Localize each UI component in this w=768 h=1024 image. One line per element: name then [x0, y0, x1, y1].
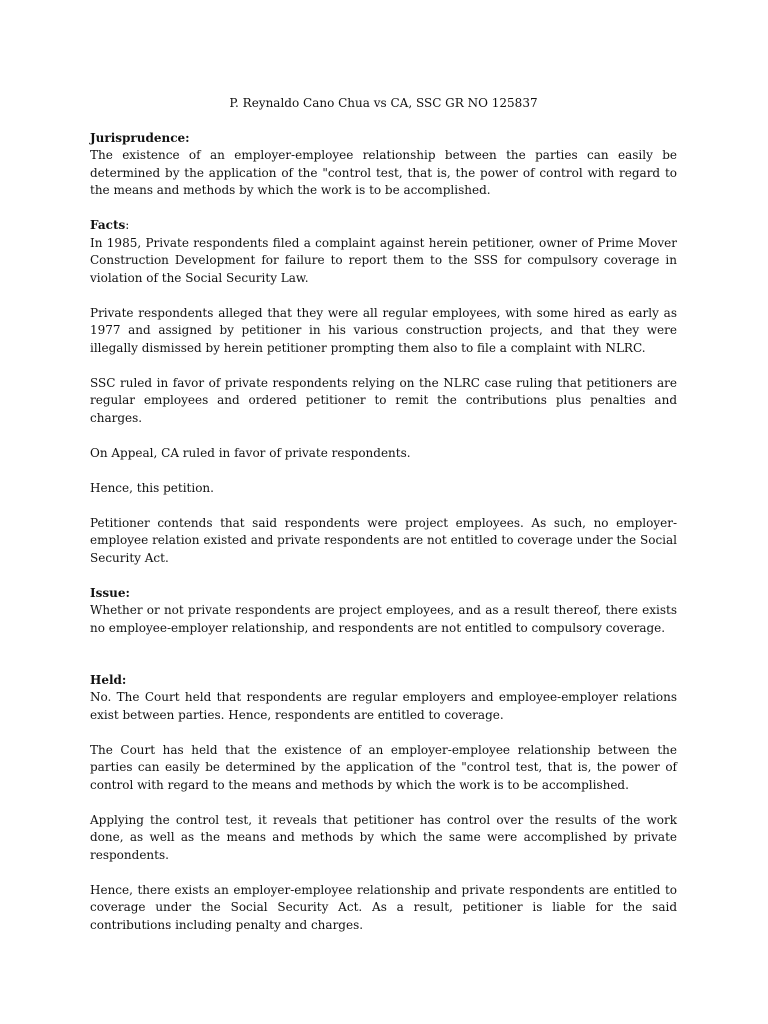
facts-heading-colon: :: [125, 218, 130, 232]
facts-paragraph: Hence, this petition.: [90, 480, 214, 495]
held-paragraph: Hence, there exists an employer-employee relationship and private respondents are entitled to coverage under the Social Security Act. As a result, petitioner is liable for the said contributions including penalty and charges.: [90, 882, 677, 932]
jurisprudence-text: The existence of an employer-employee relationship between the parties can easily be determined by the application of the "control test, that is, the power of control with regard to the means and methods by which the work is to be accomplished.: [90, 148, 677, 197]
held-paragraph: No. The Court held that respondents are regular employers and employee-employer relations exist between parties. Hence, respondents are entitled to coverage.: [90, 690, 677, 722]
facts-heading-label: Facts: [90, 218, 126, 232]
held-section: [90, 672, 677, 935]
facts-paragraph: Petitioner contends that said respondents were project employees. As such, no employer-employee relation existed and private respondents are not entitled to coverage under the Social Security Act.: [90, 515, 677, 565]
facts-paragraph: On Appeal, CA ruled in favor of private respondents.: [90, 445, 411, 460]
held-paragraph: Applying the control test, it reveals that petitioner has control over the results of the work done, as well as the means and methods by which the same were accomplished by private respondents.: [90, 812, 677, 862]
facts-paragraph: SSC ruled in favor of private respondents relying on the NLRC case ruling that petitioners are regular employees and ordered petitioner to remit the contributions plus penalties and charges.: [90, 375, 677, 425]
facts-paragraph: In 1985, Private respondents filed a complaint against herein petitioner, owner of Prime Mover Construction Development for failure to report them to the SSS for compulsory coverage in violation of the Social Security Law.: [90, 235, 677, 285]
facts-section: [90, 217, 677, 567]
held-heading: Held:: [90, 672, 127, 687]
held-paragraph: The Court has held that the existence of an employer-employee relationship between the parties can easily be determined by the application of the "control test, that is, the power of control with regard to the means and methods by which the work is to be accomplished.: [90, 742, 677, 792]
spacer: [90, 655, 677, 672]
document-title: P. Reynaldo Cano Chua vs CA, SSC GR NO 125837: [229, 96, 538, 110]
jurisprudence-heading: Jurisprudence:: [90, 130, 190, 145]
document-page: [90, 95, 677, 952]
issue-heading: Issue:: [90, 585, 130, 600]
facts-heading: [90, 217, 677, 235]
issue-section: [90, 585, 677, 638]
facts-paragraph: Private respondents alleged that they were all regular employees, with some hired as early as 1977 and assigned by petitioner in his various construction projects, and that they were illegally dismissed by herein petitioner prompting them also to file a complaint with NLRC.: [90, 305, 677, 355]
issue-text: Whether or not private respondents are project employees, and as a result thereof, there exists no employee-employer relationship, and respondents are not entitled to compulsory coverage.: [90, 603, 677, 635]
jurisprudence-section: [90, 130, 677, 200]
